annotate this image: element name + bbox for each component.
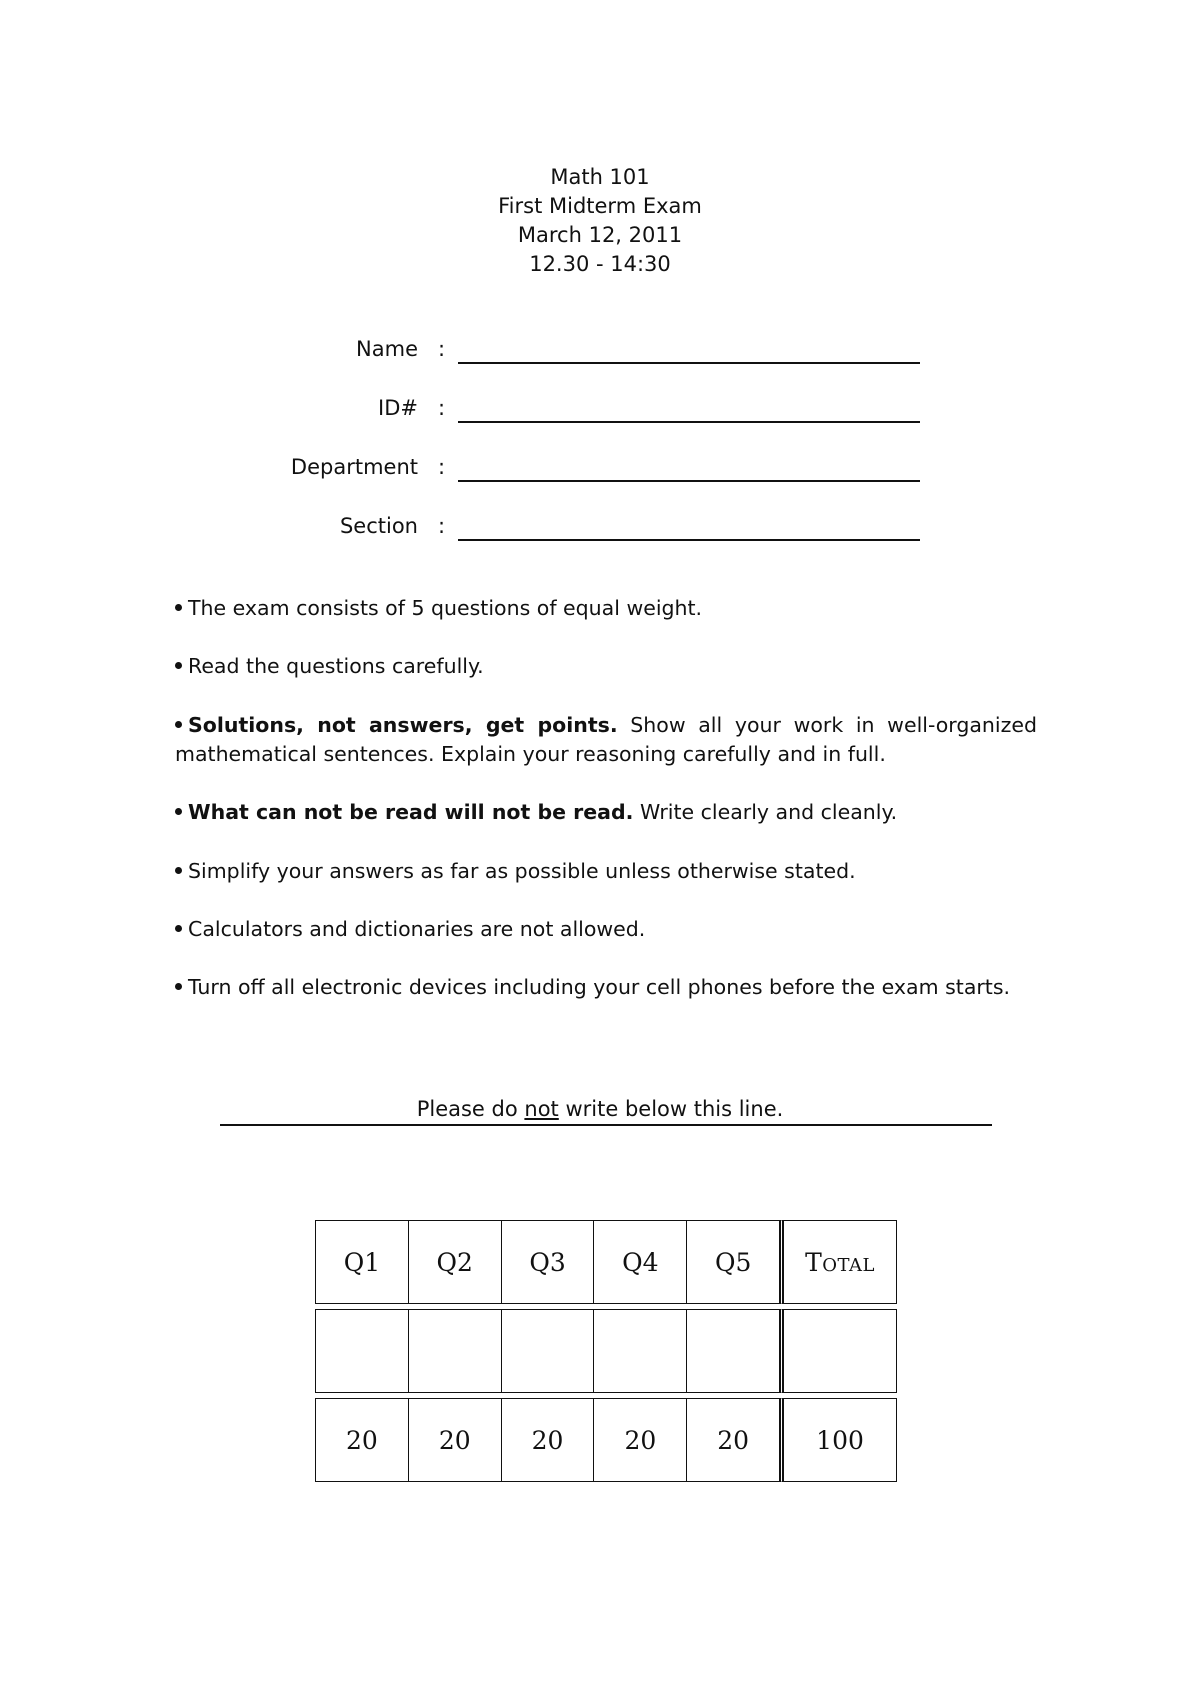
separator-line	[220, 1124, 992, 1126]
instruction-text: Show all your work in well-organized mathematical sentences. Explain your reasoning carefully and in full.	[175, 713, 1037, 766]
instruction-text: Read the questions carefully.	[188, 654, 484, 678]
q5-score-cell[interactable]	[686, 1309, 779, 1393]
q3-max-points: 20	[501, 1398, 594, 1482]
score-table-header-row	[315, 1220, 897, 1304]
instruction-text: The exam consists of 5 questions of equal weight.	[188, 596, 703, 620]
bullet-icon	[175, 983, 182, 990]
id-answer-line[interactable]	[458, 421, 920, 423]
section-field-row	[0, 514, 1200, 544]
score-table	[315, 1215, 897, 1487]
q4-max-points: 20	[593, 1398, 686, 1482]
q1-max-points: 20	[315, 1398, 408, 1482]
bullet-icon	[175, 721, 182, 728]
department-label: Department	[290, 455, 418, 479]
do-not-write-notice	[0, 1097, 1200, 1121]
instruction-bold-text: What can not be read will not be read.	[188, 800, 634, 824]
q4-header: Q4	[593, 1220, 686, 1304]
instruction-item	[175, 973, 1037, 1002]
exam-header	[0, 163, 1200, 279]
notice-text: write below this line.	[558, 1097, 784, 1121]
q3-header: Q3	[501, 1220, 594, 1304]
exam-title: First Midterm Exam	[498, 194, 702, 218]
q2-header: Q2	[408, 1220, 501, 1304]
max-points-row	[315, 1398, 897, 1482]
instruction-item	[175, 857, 1037, 886]
instruction-text: Simplify your answers as far as possible unless otherwise stated.	[188, 859, 856, 883]
notice-emphasis: not	[524, 1097, 559, 1121]
bullet-icon	[175, 604, 182, 611]
total-header: Total	[779, 1220, 897, 1304]
q5-max-points: 20	[686, 1398, 779, 1482]
score-entry-row	[315, 1309, 897, 1393]
department-field-row	[0, 455, 1200, 485]
field-colon: :	[438, 337, 446, 361]
name-field-row	[0, 337, 1200, 367]
instruction-item	[175, 652, 1037, 681]
id-field-row	[0, 396, 1200, 426]
instruction-text: Turn off all electronic devices including your cell phones before the exam starts.	[188, 975, 1011, 999]
instruction-item	[175, 915, 1037, 944]
q4-score-cell[interactable]	[593, 1309, 686, 1393]
notice-text: Please do	[416, 1097, 525, 1121]
instruction-item	[175, 711, 1037, 769]
exam-time: 12.30 - 14:30	[529, 252, 671, 276]
instruction-text: Calculators and dictionaries are not allowed.	[188, 917, 646, 941]
section-label: Section	[339, 514, 418, 538]
instruction-item	[175, 594, 1037, 623]
bullet-icon	[175, 662, 182, 669]
instruction-item	[175, 798, 1037, 827]
q5-header: Q5	[686, 1220, 779, 1304]
q3-score-cell[interactable]	[501, 1309, 594, 1393]
name-answer-line[interactable]	[458, 362, 920, 364]
name-label: Name	[356, 337, 418, 361]
course-title: Math 101	[550, 165, 650, 189]
q2-score-cell[interactable]	[408, 1309, 501, 1393]
section-answer-line[interactable]	[458, 539, 920, 541]
exam-date: March 12, 2011	[517, 223, 683, 247]
bullet-icon	[175, 867, 182, 874]
q1-score-cell[interactable]	[315, 1309, 408, 1393]
field-colon: :	[438, 514, 446, 538]
department-answer-line[interactable]	[458, 480, 920, 482]
bullet-icon	[175, 925, 182, 932]
total-score-cell[interactable]	[779, 1309, 897, 1393]
total-max-points: 100	[779, 1398, 897, 1482]
q2-max-points: 20	[408, 1398, 501, 1482]
id-label: ID#	[378, 396, 418, 420]
instruction-text: Write clearly and cleanly.	[633, 800, 898, 824]
q1-header: Q1	[315, 1220, 408, 1304]
instruction-bold-text: Solutions, not answers, get points.	[188, 713, 618, 737]
bullet-icon	[175, 808, 182, 815]
field-colon: :	[438, 396, 446, 420]
field-colon: :	[438, 455, 446, 479]
